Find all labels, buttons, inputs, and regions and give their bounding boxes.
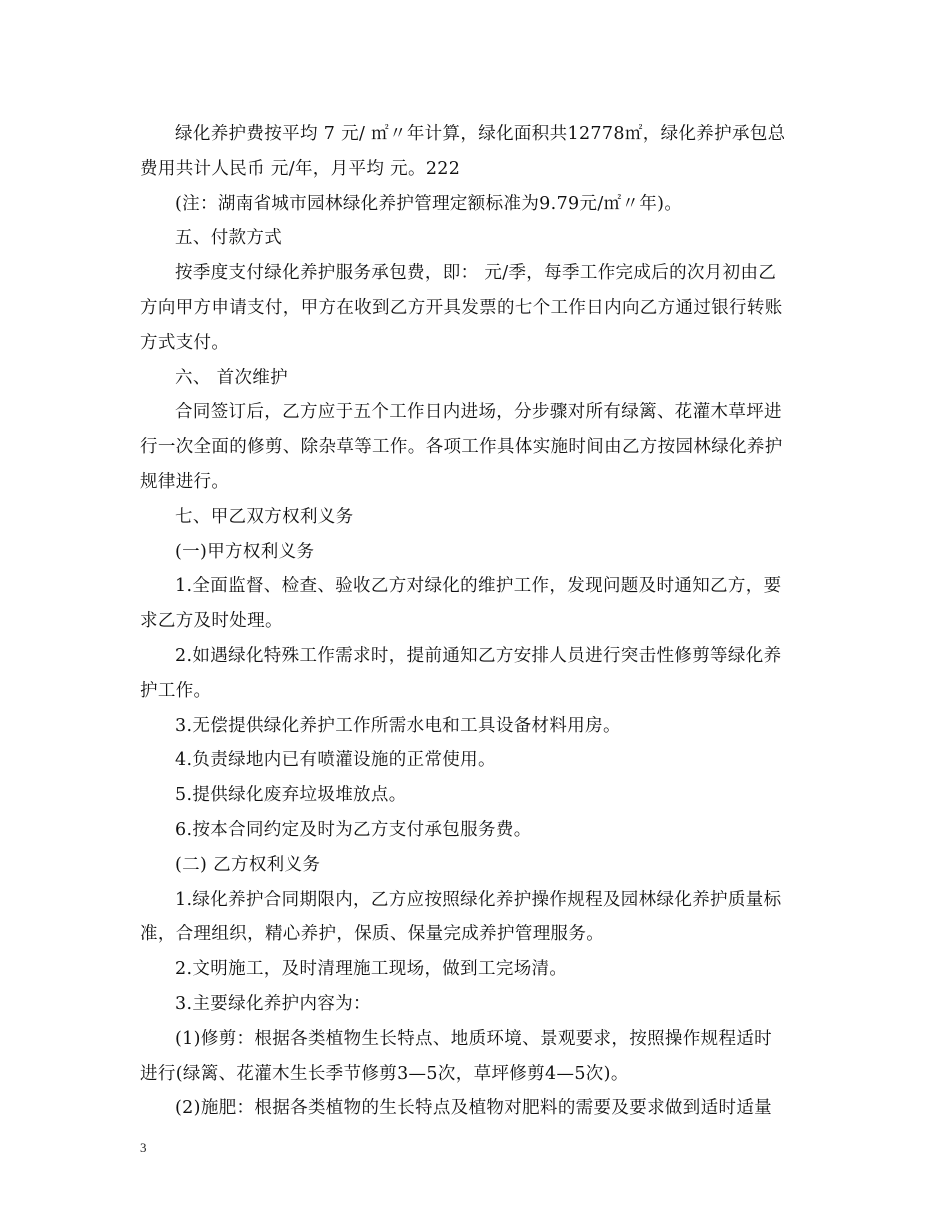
text-line: 2.文明施工，及时清理施工现场，做到工完场清。 bbox=[175, 959, 568, 980]
text-line: 合同签订后，乙方应于五个工作日内进场，分步骤对所有绿篱、花灌木草坪进 bbox=[175, 402, 782, 423]
text-line: 五、付款方式 bbox=[175, 228, 283, 249]
text-line: 3.无偿提供绿化养护工作所需水电和工具设备材料用房。 bbox=[175, 715, 621, 736]
text-line: 行一次全面的修剪、除杂草等工作。各项工作具体实施时间由乙方按园林绿化养护 bbox=[140, 437, 783, 458]
text-line: 绿化养护费按平均 7 元/ ㎡〃年计算，绿化面积共12778㎡，绿化养护承包总 bbox=[175, 124, 786, 144]
text-line: 进行(绿篱、花灌木生长季节修剪3—5次，草坪修剪4—5次)。 bbox=[140, 1063, 629, 1084]
text-line: 费用共计人民币 元/年，月平均 元。222 bbox=[140, 158, 461, 179]
text-line: 七、甲乙双方权利义务 bbox=[175, 506, 354, 527]
text-line: 6.按本合同约定及时为乙方支付承包服务费。 bbox=[175, 819, 532, 840]
text-line: (二) 乙方权利义务 bbox=[175, 854, 321, 875]
text-line: 5.提供绿化废弃垃圾堆放点。 bbox=[175, 785, 407, 806]
text-line: (一)甲方权利义务 bbox=[175, 541, 315, 562]
page-number: 3 bbox=[140, 1140, 147, 1155]
text-line: 六、 首次维护 bbox=[175, 367, 289, 388]
text-line: 方向甲方申请支付，甲方在收到乙方开具发票的七个工作日内向乙方通过银行转账 bbox=[140, 297, 783, 318]
text-line: (2)施肥：根据各类植物的生长特点及植物对肥料的需要及要求做到适时适量 bbox=[175, 1098, 773, 1119]
text-line: 2.如遇绿化特殊工作需求时，提前通知乙方安排人员进行突击性修剪等绿化养 bbox=[175, 645, 782, 666]
text-line: 求乙方及时处理。 bbox=[140, 611, 283, 632]
text-line: 准，合理组织，精心养护，保质、保量完成养护管理服务。 bbox=[140, 924, 605, 945]
text-line: (注：湖南省城市园林绿化养护管理定额标准为9.79元/㎡〃年)。 bbox=[175, 193, 683, 214]
text-line: 护工作。 bbox=[140, 680, 212, 701]
text-line: 方式支付。 bbox=[140, 332, 230, 353]
text-line: 规律进行。 bbox=[140, 471, 230, 492]
text-line: 1.绿化养护合同期限内，乙方应按照绿化养护操作规程及园林绿化养护质量标 bbox=[175, 889, 782, 910]
text-line: 3.主要绿化养护内容为： bbox=[175, 993, 371, 1014]
text-line: 1.全面监督、检查、验收乙方对绿化的维护工作，发现问题及时通知乙方，要 bbox=[175, 576, 782, 597]
document-body bbox=[140, 117, 815, 1126]
text-line: 4.负责绿地内已有喷灌设施的正常使用。 bbox=[175, 750, 496, 771]
text-line: (1)修剪：根据各类植物生长特点、地质环境、景观要求，按照操作规程适时 bbox=[175, 1028, 773, 1049]
text-line: 按季度支付绿化养护服务承包费，即： 元/季，每季工作完成后的次月初由乙 bbox=[175, 263, 777, 284]
